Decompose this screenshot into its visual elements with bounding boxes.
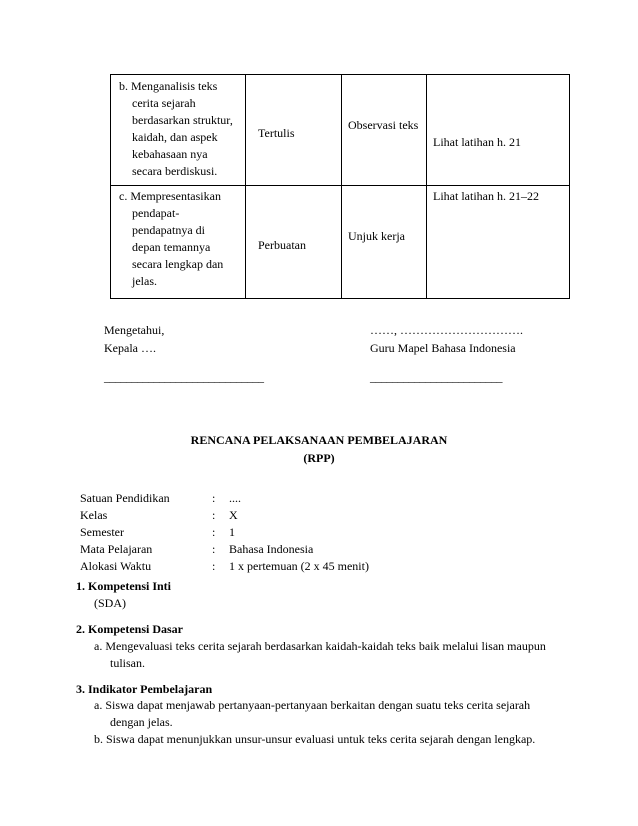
signature-left-line2: Kepala …. [104, 341, 156, 355]
identity-value: .... [229, 491, 241, 505]
technique-text: Tertulis [258, 126, 295, 140]
form-text: Observasi teks [348, 118, 419, 132]
signature-left-line1: Mengetahui, [104, 323, 165, 337]
table-cell-instrument [427, 75, 570, 186]
identity-label: Kelas [80, 508, 108, 522]
table-row [111, 75, 570, 186]
identity-label: Satuan Pendidikan [80, 491, 170, 505]
identity-value: Bahasa Indonesia [229, 542, 314, 556]
identity-colon: : [212, 508, 216, 522]
rpp-subtitle: (RPP) [303, 451, 335, 465]
rpp-title: RENCANA PELAKSANAAN PEMBELAJARAN [190, 433, 448, 447]
identity-colon: : [212, 542, 216, 556]
item-text: c. Mempresentasikan pendapat- pendapatnya di depan temannya secara lengkap dan jelas. [119, 189, 224, 288]
identity-colon: : [212, 525, 216, 539]
technique-text: Perbuatan [258, 238, 306, 252]
list-item-line: b. Siswa dapat menunjukkan unsur-unsur evaluasi untuk teks cerita sejarah dengan lengkap. [94, 732, 536, 746]
section-body-kompetensi-inti: (SDA) [94, 596, 126, 610]
instrument-text: Lihat latihan h. 21–22 [433, 189, 539, 203]
section-heading-kompetensi-dasar: 2. Kompetensi Dasar [76, 622, 183, 636]
list-item-line: tulisan. [110, 656, 145, 670]
identity-label: Semester [80, 525, 124, 539]
table-cell-item [111, 186, 246, 299]
table-cell-technique [246, 186, 342, 299]
assessment-table [110, 74, 570, 299]
identity-label: Mata Pelajaran [80, 542, 153, 556]
list-item-line: a. Mengevaluasi teks cerita sejarah berdasarkan kaidah-kaidah teks baik melalui lisan maupun [94, 639, 546, 653]
signature-right-line2: Guru Mapel Bahasa Indonesia [370, 341, 516, 355]
list-item-line: dengan jelas. [110, 715, 173, 729]
section-heading-indikator: 3. Indikator Pembelajaran [76, 682, 213, 696]
table-row [111, 186, 570, 299]
table-cell-item [111, 75, 246, 186]
identity-colon: : [212, 559, 216, 573]
signature-left-sign-line: _____________________________ [104, 370, 264, 384]
identity-value: X [229, 508, 238, 522]
list-item-line: a. Siswa dapat menjawab pertanyaan-pertanyaan berkaitan dengan suatu teks cerita sejarah [94, 698, 531, 712]
table-cell-form [342, 186, 427, 299]
identity-value: 1 x pertemuan (2 x 45 menit) [229, 559, 369, 573]
form-text: Unjuk kerja [348, 229, 405, 243]
signature-right-line1: ……, …………………………. [370, 323, 523, 337]
table-cell-form [342, 75, 427, 186]
item-text: b. Menganalisis teks cerita sejarah berdasarkan struktur, kaidah, dan aspek kebahasaan nya secara berdiskusi. [119, 79, 233, 178]
instrument-text: Lihat latihan h. 21 [433, 135, 521, 149]
identity-colon: : [212, 491, 216, 505]
identity-label: Alokasi Waktu [80, 559, 152, 573]
table-cell-instrument [427, 186, 570, 299]
signature-right-sign-line: ________________________ [370, 370, 502, 384]
section-heading-kompetensi-inti: 1. Kompetensi Inti [76, 579, 172, 593]
table-cell-technique [246, 75, 342, 186]
identity-value: 1 [229, 525, 235, 539]
